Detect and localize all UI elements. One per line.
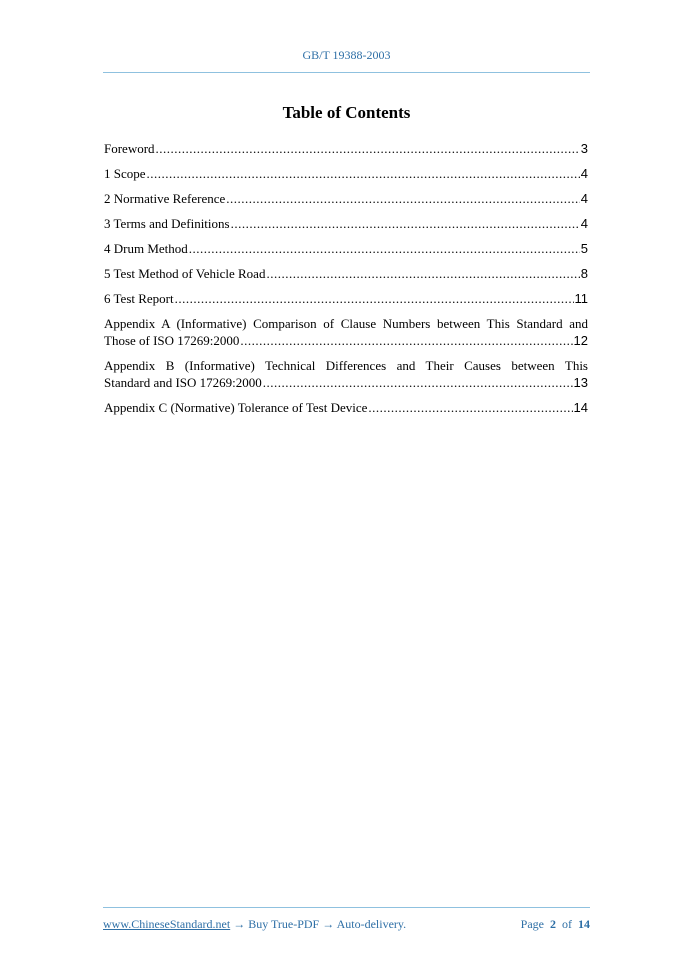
toc-entry-page: 14 <box>573 400 588 415</box>
toc-entry-title: 2 Normative Reference <box>104 191 226 206</box>
toc-entry-title: 5 Test Method of Vehicle Road <box>104 266 266 281</box>
page-total: 14 <box>578 917 590 931</box>
toc-entry-page: 3 <box>580 141 588 156</box>
toc-entry-normative-reference[interactable] <box>104 190 588 207</box>
page-number <box>521 917 590 932</box>
toc-leader-dots <box>147 165 580 182</box>
toc-entry-drum-method[interactable] <box>104 240 588 257</box>
toc-leader-dots <box>226 190 579 207</box>
toc-entry-title: Foreword <box>104 141 155 156</box>
footer-divider <box>103 907 590 908</box>
toc-entry-title-line2: Standard and ISO 17269:2000 <box>104 375 262 390</box>
toc-leader-dots <box>263 374 573 391</box>
toc-entry-appendix-a[interactable] <box>104 315 588 349</box>
toc-entry-page: 8 <box>580 266 588 281</box>
page-footer <box>103 917 590 932</box>
toc-entry-page: 4 <box>580 166 588 181</box>
header-divider <box>103 72 590 73</box>
toc-entry-foreword[interactable] <box>104 140 588 157</box>
toc-leader-dots <box>175 290 574 307</box>
toc-leader-dots <box>266 265 579 282</box>
toc-entry-title: 3 Terms and Definitions <box>104 216 230 231</box>
arrow-icon: → <box>322 917 335 931</box>
site-link[interactable]: www.ChineseStandard.net <box>103 917 231 931</box>
toc-entry-test-report[interactable] <box>104 290 588 307</box>
toc-entry-page: 12 <box>573 333 588 348</box>
page-word: Page <box>520 917 544 931</box>
toc-entry-terms-definitions[interactable] <box>104 215 588 232</box>
arrow-icon: → <box>233 917 246 931</box>
toc-entry-page: 11 <box>574 291 588 306</box>
toc-leader-dots <box>368 399 572 416</box>
toc-entry-page: 4 <box>580 191 588 206</box>
toc-leader-dots <box>240 332 572 349</box>
buy-true-pdf-link[interactable]: Buy True-PDF <box>248 917 320 931</box>
toc-leader-dots <box>189 240 580 257</box>
toc-entry-scope[interactable] <box>104 165 588 182</box>
toc-entry-page: 4 <box>580 216 588 231</box>
of-word: of <box>562 917 572 931</box>
toc-entry-title: 6 Test Report <box>104 291 174 306</box>
toc-entry-vehicle-road[interactable] <box>104 265 588 282</box>
toc-entry-title: Appendix C (Normative) Tolerance of Test Device <box>104 400 368 415</box>
toc-title: Table of Contents <box>282 103 411 122</box>
toc-entry-page: 13 <box>573 375 588 390</box>
footer-promo <box>103 917 406 932</box>
toc-entry-title: 4 Drum Method <box>104 241 188 256</box>
table-of-contents <box>104 140 588 424</box>
toc-entry-appendix-c[interactable] <box>104 399 588 416</box>
toc-entry-appendix-b[interactable] <box>104 357 588 391</box>
running-header: GB/T 19388-2003 <box>302 48 391 62</box>
page-current: 2 <box>550 917 556 931</box>
auto-delivery-text: Auto-delivery. <box>336 917 407 931</box>
toc-leader-dots <box>156 140 580 157</box>
toc-entry-page: 5 <box>580 241 588 256</box>
toc-entry-title-line2: Those of ISO 17269:2000 <box>104 333 240 348</box>
toc-leader-dots <box>231 215 580 232</box>
toc-entry-title-line1: Appendix A (Informative) Comparison of Clause Numbers between This Standard and <box>104 316 588 331</box>
toc-entry-title-line1: Appendix B (Informative) Technical Differences and Their Causes between This <box>104 358 588 373</box>
toc-entry-title: 1 Scope <box>104 166 146 181</box>
